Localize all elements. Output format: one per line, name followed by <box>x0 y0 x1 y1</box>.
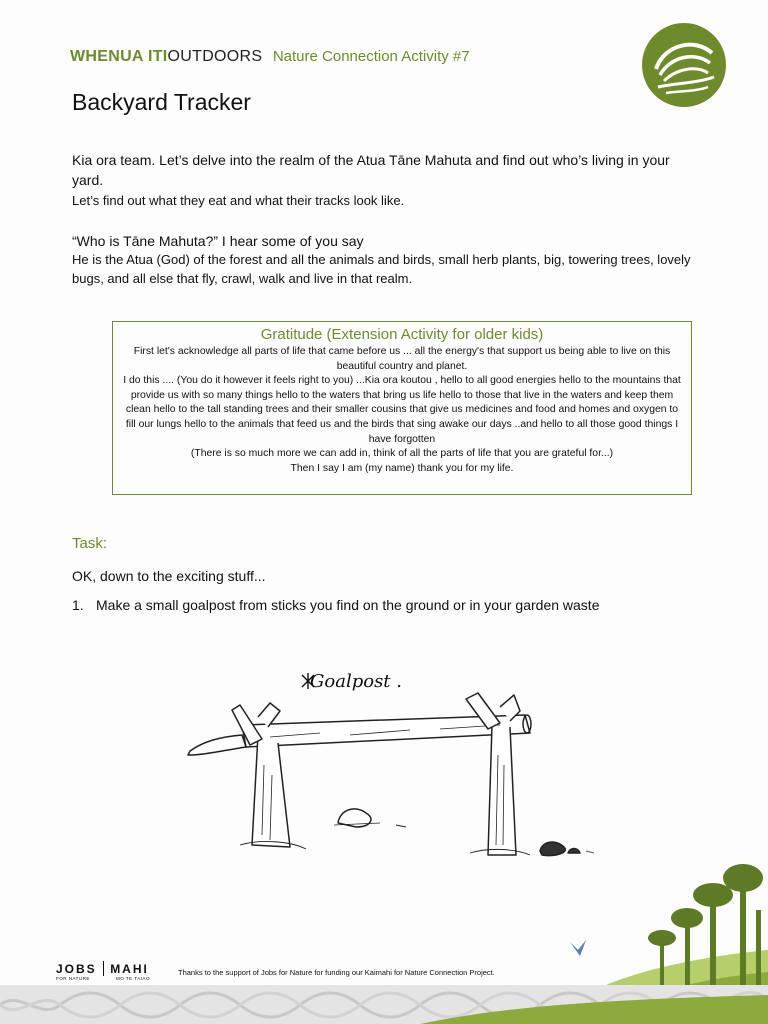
gratitude-box <box>112 321 692 495</box>
intro-line-1: Kia ora team. Let’s delve into the realm of the Atua Tāne Mahuta and find out who’s living in your yard. <box>72 152 670 188</box>
header <box>70 48 470 66</box>
logo-mahi: MAHI <box>110 962 149 976</box>
page-title: Backyard Tracker <box>72 89 251 115</box>
bird-icon <box>570 940 586 956</box>
whenua-iti-logo-icon <box>642 23 726 107</box>
task-heading: Task: <box>72 535 108 552</box>
intro-line-2: Let’s find out what they eat and what their tracks look like. <box>72 193 405 208</box>
footer-thanks: Thanks to the support of Jobs for Nature for funding our Kaimahi for Nature Connection Project. <box>178 968 495 977</box>
footer-pattern-band <box>0 985 768 1024</box>
gratitude-para-4: Then I say I am (my name) thank you for my life. <box>290 462 514 474</box>
brand-name-part1: WHENUA ITI <box>70 48 168 65</box>
step-text: Make a small goalpost from sticks you find on the ground or in your garden waste <box>96 597 600 613</box>
gratitude-para-3: (There is so much more we can add in, think of all the parts of life that you are grateful for...) <box>190 448 614 460</box>
logo-sub-left: FOR NATURE <box>56 976 90 981</box>
brand-name-part2: OUTDOORS <box>167 48 263 65</box>
intro-question: “Who is Tāne Mahuta?” I hear some of you say <box>72 233 364 249</box>
intro-answer: He is the Atua (God) of the forest and all the animals and birds, small herb plants, big, towering trees, lovely bugs, and all else that fly, crawl, walk and live in that realm. <box>72 252 691 286</box>
gratitude-para-2: I do this .... (You do it however it feels right to you) ...Kia ora koutou , hello to all good energies hello to the mountains that provide us with so many things hello to the waters that bring us life hello to those that live in the waters and keep them clean hello to the tall standing trees and their smaller cousins that give us medicines and food and homes and oxygen to fill our lungs hello to the animals that feed us and the birds that sing awake our days ..and hello to all those good things I have forgotten <box>123 375 681 445</box>
gratitude-title: Gratitude (Extension Activity for older kids) <box>260 326 544 343</box>
logo-sub-right: MO TE TAIAO <box>116 976 151 981</box>
step-number: 1. <box>72 597 84 613</box>
logo-jobs: JOBS <box>56 962 97 976</box>
task-intro: OK, down to the exciting stuff... <box>72 568 266 584</box>
sketch-label: Goalpost . <box>310 671 402 692</box>
activity-number: Nature Connection Activity #7 <box>272 48 470 65</box>
goalpost-sketch <box>180 655 610 870</box>
gratitude-para-1: First let's acknowledge all parts of life that came before us ... all the energy's that support us being able to live on this beautiful country and planet. <box>133 346 671 372</box>
task-step <box>72 597 599 613</box>
goalpost-drawing-icon <box>188 693 594 856</box>
jobs-for-nature-logo <box>56 960 151 981</box>
logo-divider <box>103 961 105 976</box>
